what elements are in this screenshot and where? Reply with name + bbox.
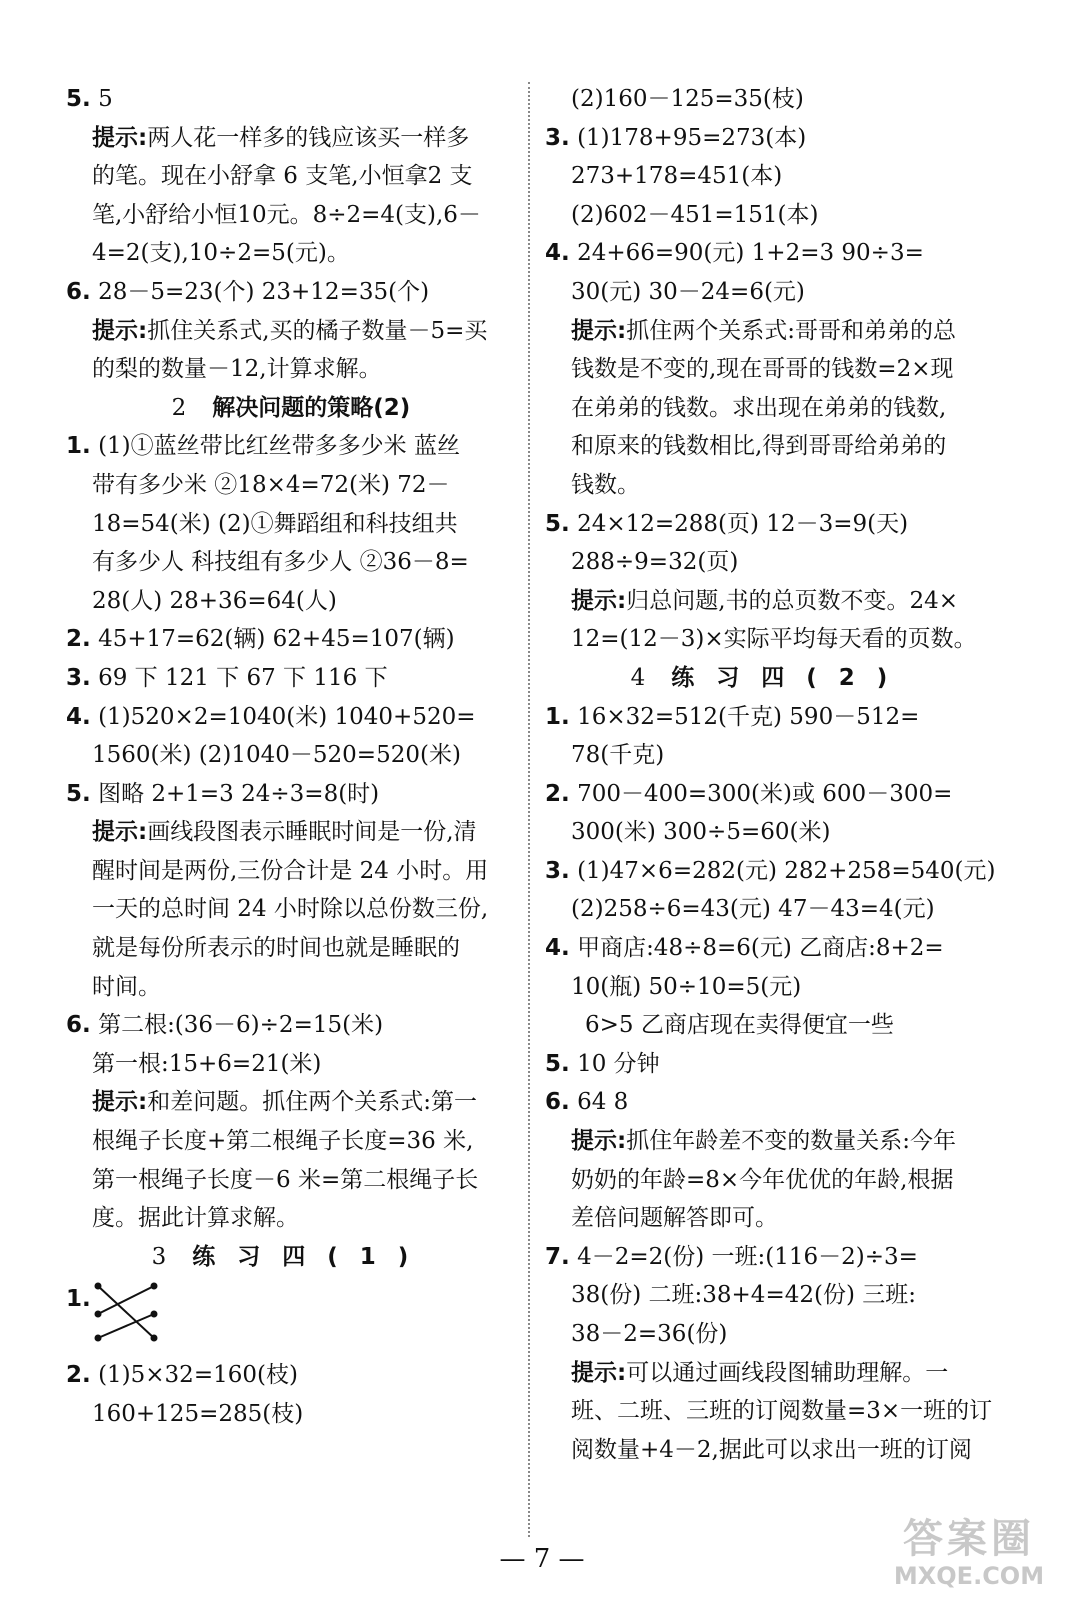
- matching-dot: [151, 1335, 158, 1342]
- watermark-url: MXQE.COM: [893, 1562, 1045, 1590]
- answer-text: 可以通过画线段图辅助理解。一: [626, 1359, 949, 1386]
- answer-text: 28(人) 28+36=64(人): [92, 587, 337, 614]
- answer-line: [545, 466, 995, 505]
- answer-line: [545, 1045, 995, 1084]
- answer-text: 第二根:(36－6)÷2=15(米): [98, 1012, 384, 1039]
- answer-line: [66, 1356, 516, 1395]
- answer-line: [545, 1161, 995, 1200]
- answer-text: 18=54(米) (2)①舞蹈组和科技组共: [92, 510, 458, 537]
- answer-line: [66, 890, 516, 929]
- answer-line: [545, 1431, 995, 1470]
- answer-line: [545, 1276, 995, 1315]
- answer-text: 4－2=2(份) 一班:(116－2)÷3=: [577, 1243, 918, 1270]
- answer-line: [545, 119, 995, 158]
- section-heading: [66, 389, 516, 428]
- answer-line: [66, 312, 516, 351]
- answer-text: 4=2(支),10÷2=5(元)。: [92, 240, 350, 267]
- answer-text: 160+125=285(枝): [92, 1401, 304, 1427]
- answer-text: 24×12=288(页) 12－3=9(天): [577, 510, 909, 537]
- section-title: 练习四(2): [671, 664, 910, 691]
- matching-dot: [151, 1311, 158, 1318]
- answer-line: [66, 929, 516, 968]
- answer-text: 度。据此计算求解。: [92, 1205, 299, 1232]
- answer-text: 第一根绳子长度－6 米=第二根绳子长: [92, 1166, 479, 1193]
- answer-line: [66, 1122, 516, 1161]
- answer-text: 700－400=300(米)或 600－300=: [577, 780, 953, 807]
- section-title: 练习四(1): [192, 1243, 431, 1270]
- answer-line: [545, 1354, 995, 1393]
- matching-dot: [151, 1283, 158, 1290]
- answer-text: 钱数是不变的,现在哥哥的钱数=2×现: [571, 356, 954, 383]
- answer-line: [545, 543, 995, 582]
- answer-text: 78(千克): [571, 742, 665, 769]
- answer-line: [66, 427, 516, 466]
- answer-line: [66, 1161, 516, 1200]
- answer-line: [545, 80, 995, 119]
- answer-line: [66, 273, 516, 312]
- answer-line: [66, 968, 516, 1007]
- answer-line: [66, 1045, 516, 1084]
- answer-line: [66, 1199, 516, 1238]
- answer-line: [545, 157, 995, 196]
- item-number: 5.: [66, 86, 91, 112]
- answer-text: 288÷9=32(页): [571, 549, 739, 576]
- answer-line: [66, 119, 516, 158]
- answer-line: [66, 582, 516, 621]
- answer-text: 69 下 121 下 67 下 116 下: [98, 664, 388, 691]
- answer-text: 5: [98, 86, 113, 112]
- section-number: 2: [171, 394, 187, 421]
- matching-exercise: [66, 1276, 516, 1356]
- answer-line: [66, 698, 516, 737]
- item-number: 7.: [545, 1243, 570, 1270]
- answer-line: [545, 582, 995, 621]
- answer-line: [66, 1083, 516, 1122]
- answer-text: 的梨的数量－12,计算求解。: [92, 356, 382, 383]
- section-title: 解决问题的策略(2): [212, 394, 411, 421]
- answer-text: 就是每份所表示的时间也就是睡眠的: [92, 935, 460, 962]
- answer-text: 班、二班、三班的订阅数量=3×一班的订: [571, 1398, 993, 1425]
- answer-text: 醒时间是两份,三份合计是 24 小时。用: [92, 857, 489, 884]
- item-number: 6.: [545, 1089, 570, 1116]
- answer-line: [66, 466, 516, 505]
- watermark-logo: [864, 1516, 1074, 1596]
- item-number: 2.: [66, 1362, 91, 1389]
- answer-text: 38－2=36(份): [571, 1321, 728, 1347]
- hint-label: 提示:: [92, 124, 148, 151]
- item-number: 5.: [545, 510, 570, 537]
- answer-text: (2)160－125=35(枝): [571, 86, 804, 112]
- right-column: [545, 80, 995, 1469]
- answer-text: 抓住两个关系式:哥哥和弟弟的总: [626, 317, 956, 344]
- answer-text: 24+66=90(元) 1+2=3 90÷3=: [577, 240, 924, 267]
- answer-line: [545, 427, 995, 466]
- answer-line: [545, 929, 995, 968]
- matching-dot: [95, 1283, 102, 1290]
- watermark-text: 答案圈: [903, 1516, 1035, 1562]
- section-number: 3: [151, 1243, 167, 1270]
- answer-text: 两人花一样多的钱应该买一样多: [147, 124, 470, 151]
- answer-text: 273+178=451(本): [571, 163, 783, 190]
- answer-line: [545, 312, 995, 351]
- answer-text: (1)5×32=160(枝): [98, 1362, 298, 1389]
- answer-text: 10 分钟: [577, 1050, 660, 1077]
- column-divider: [528, 82, 530, 1537]
- answer-line: [66, 543, 516, 582]
- answer-line: [545, 1199, 995, 1238]
- answer-line: [545, 698, 995, 737]
- item-number: 5.: [545, 1050, 570, 1077]
- answer-text: 16×32=512(千克) 590－512=: [577, 703, 920, 730]
- item-number: 1.: [545, 703, 570, 730]
- matching-dot: [95, 1311, 102, 1318]
- answer-text: 时间。: [92, 973, 161, 1000]
- answer-line: [545, 1238, 995, 1277]
- answer-text: 有多少人 科技组有多少人 ②36－8=: [92, 549, 469, 576]
- answer-text: 1560(米) (2)1040－520=520(米): [92, 742, 461, 769]
- answer-line: [545, 775, 995, 814]
- answer-line: [66, 157, 516, 196]
- item-number: 2.: [545, 780, 570, 807]
- answer-line: [545, 852, 995, 891]
- answer-line: [66, 659, 516, 698]
- answer-text: 38(份) 二班:38+4=42(份) 三班:: [571, 1282, 916, 1309]
- item-number: 4.: [545, 240, 570, 267]
- item-number: 3.: [545, 124, 570, 151]
- hint-label: 提示:: [571, 587, 627, 614]
- answer-text: 甲商店:48÷8=6(元) 乙商店:8+2=: [577, 935, 944, 962]
- answer-line: [545, 1315, 995, 1354]
- answer-text: (1)178+95=273(本): [577, 124, 807, 151]
- page-number: — 7 —: [499, 1544, 585, 1574]
- answer-text: 图略 2+1=3 24÷3=8(时): [98, 780, 380, 807]
- matching-line: [98, 1286, 154, 1314]
- answer-text: (2)258÷6=43(元) 47－43=4(元): [571, 896, 935, 923]
- answer-line: [66, 620, 516, 659]
- answer-text: (1)47×6=282(元) 282+258=540(元): [577, 857, 995, 884]
- answer-text: 12=(12－3)×实际平均每天看的页数。: [571, 626, 977, 653]
- answer-text: 10(瓶) 50÷10=5(元): [571, 973, 802, 1000]
- answer-line: [545, 890, 995, 929]
- answer-line: [545, 813, 995, 852]
- answer-line: [66, 775, 516, 814]
- hint-label: 提示:: [92, 819, 148, 846]
- section-heading: [66, 1238, 516, 1277]
- answer-line: [66, 350, 516, 389]
- answer-line: [545, 196, 995, 235]
- matching-dot: [95, 1335, 102, 1342]
- answer-text: 和差问题。抓住两个关系式:第一: [147, 1089, 477, 1116]
- answer-text: 差倍问题解答即可。: [571, 1205, 778, 1232]
- item-number: 6.: [66, 1012, 91, 1039]
- matching-lines-figure: [92, 1276, 162, 1356]
- answer-text: 6>5 乙商店现在卖得便宜一些: [585, 1012, 894, 1039]
- hint-label: 提示:: [571, 1359, 627, 1386]
- answer-line: [545, 1083, 995, 1122]
- answer-text: 第一根:15+6=21(米): [92, 1050, 322, 1077]
- answer-text: 的笔。现在小舒拿 6 支笔,小恒拿2 支: [92, 163, 473, 190]
- answer-line: [66, 234, 516, 273]
- answer-text: 在弟弟的钱数。求出现在弟弟的钱数,: [571, 394, 947, 421]
- answer-line: [66, 736, 516, 775]
- answer-text: 奶奶的年龄=8×今年优优的年龄,根据: [571, 1166, 954, 1193]
- hint-label: 提示:: [571, 317, 627, 344]
- answer-text: 28－5=23(个) 23+12=35(个): [98, 278, 430, 305]
- item-number: 2.: [66, 626, 91, 653]
- answer-line: [545, 234, 995, 273]
- answer-line: [66, 505, 516, 544]
- matching-line: [98, 1314, 154, 1338]
- answer-text: 抓住年龄差不变的数量关系:今年: [626, 1128, 956, 1155]
- answer-line: [545, 350, 995, 389]
- answer-text: (2)602－451=151(本): [571, 201, 819, 228]
- answer-text: (1)520×2=1040(米) 1040+520=: [98, 703, 476, 730]
- item-number: 1.: [66, 1286, 91, 1313]
- answer-line: [545, 1006, 995, 1045]
- answer-text: 画线段图表示睡眠时间是一份,清: [147, 819, 477, 846]
- answer-text: 钱数。: [571, 471, 640, 498]
- item-number: 4.: [66, 703, 91, 730]
- answer-line: [66, 813, 516, 852]
- answer-text: (1)①蓝丝带比红丝带多多少米 蓝丝: [98, 433, 460, 460]
- item-number: 3.: [66, 664, 91, 691]
- answer-text: 45+17=62(辆) 62+45=107(辆): [98, 626, 455, 653]
- answer-text: 笔,小舒给小恒10元。8÷2=4(支),6－: [92, 201, 481, 228]
- answer-line: [66, 1395, 516, 1434]
- left-column: [66, 80, 516, 1434]
- section-heading: [545, 659, 995, 698]
- hint-label: 提示:: [92, 317, 148, 344]
- answer-line: [545, 620, 995, 659]
- answer-text: 阅数量+4－2,据此可以求出一班的订阅: [571, 1436, 972, 1463]
- answer-text: 带有多少米 ②18×4=72(米) 72－: [92, 471, 450, 498]
- answer-line: [545, 1122, 995, 1161]
- answer-text: 300(米) 300÷5=60(米): [571, 819, 831, 846]
- matching-line: [98, 1286, 154, 1338]
- answer-text: 根绳子长度+第二根绳子长度=36 米,: [92, 1128, 474, 1155]
- answer-line: [66, 1006, 516, 1045]
- item-number: 1.: [66, 433, 91, 460]
- item-number: 4.: [545, 935, 570, 962]
- answer-text: 64 8: [577, 1089, 629, 1116]
- hint-label: 提示:: [571, 1128, 627, 1155]
- answer-line: [545, 736, 995, 775]
- item-number: 5.: [66, 780, 91, 807]
- answer-line: [545, 968, 995, 1007]
- answer-line: [66, 196, 516, 235]
- answer-text: 一天的总时间 24 小时除以总份数三份,: [92, 896, 489, 923]
- answer-line: [545, 273, 995, 312]
- hint-label: 提示:: [92, 1089, 148, 1116]
- answer-line: [545, 505, 995, 544]
- item-number: 6.: [66, 278, 91, 305]
- answer-text: 和原来的钱数相比,得到哥哥给弟弟的: [571, 433, 947, 460]
- answer-line: [66, 80, 516, 119]
- section-number: 4: [630, 664, 646, 691]
- answer-text: 30(元) 30－24=6(元): [571, 278, 805, 305]
- answer-line: [545, 1392, 995, 1431]
- answer-line: [66, 852, 516, 891]
- answer-line: [545, 389, 995, 428]
- item-number: 3.: [545, 857, 570, 884]
- answer-text: 抓住关系式,买的橘子数量－5=买: [147, 317, 488, 344]
- answer-text: 归总问题,书的总页数不变。24×: [626, 587, 959, 614]
